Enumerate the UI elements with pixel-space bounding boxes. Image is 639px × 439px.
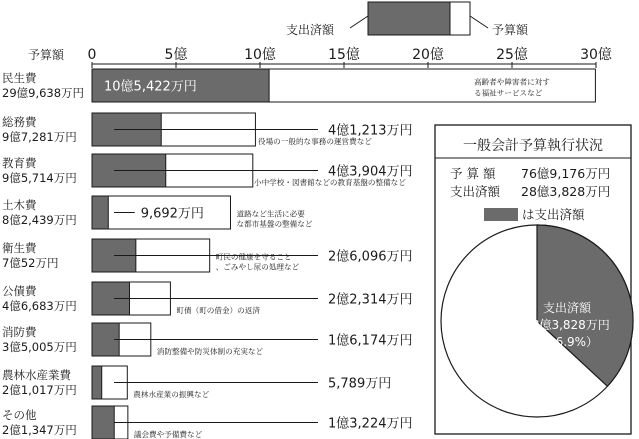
x-tick-label: 30億 [580, 47, 612, 63]
category-label: 土木費 [2, 198, 37, 212]
summary-budget-label: 予 算 額 [450, 166, 496, 181]
spent-value-label: 1億6,174万円 [328, 333, 413, 349]
x-tick-label: 0 [87, 47, 97, 63]
category-label: 農林水産業費 [2, 368, 71, 382]
category-note: 役場の一般的な事務の運営費など [258, 137, 372, 146]
category-label: 衛生費 [2, 241, 37, 255]
spent-value-label: 1億3,224万円 [328, 416, 413, 432]
summary-legend-text: は支出済額 [522, 207, 585, 222]
x-tick-label: 25億 [496, 47, 528, 63]
summary-spent-value: 28億3,828万円 [521, 184, 611, 199]
category-budget-label: 9億5,714万円 [2, 171, 77, 185]
category-note: 小中学校・図書館などの教育基盤の整備など [254, 178, 406, 187]
category-label: 公債費 [2, 284, 37, 298]
spent-value-label: 4億1,213万円 [328, 123, 413, 139]
top-legend [286, 2, 529, 37]
x-tick-label: 10億 [244, 47, 276, 63]
category-label: 総務費 [2, 115, 37, 129]
bar-row-4 [2, 196, 313, 229]
category-note: る福祉サービスなど [474, 88, 543, 98]
spent-bar [92, 196, 108, 229]
bar-row-5 [2, 239, 413, 272]
axis-title: 予算額 [28, 48, 65, 62]
summary-spent-label: 支出済額 [450, 184, 501, 199]
spent-bar [92, 366, 102, 399]
category-budget-label: 2億1,017万円 [2, 383, 77, 397]
top-legend-spent-label: 支出済額 [286, 23, 335, 37]
category-note: 町債（町の借金）の返済 [176, 306, 260, 315]
x-axis-ticks [88, 46, 613, 68]
spent-value-label: 5,789万円 [328, 376, 392, 392]
category-label: 教育費 [2, 156, 37, 170]
category-label: 消防費 [2, 325, 37, 339]
top-legend-budget-label: 予算額 [492, 23, 529, 37]
spent-value-label: 10億5,422万円 [104, 79, 197, 95]
spent-value-label: 2億2,314万円 [328, 292, 413, 308]
category-note: 消防整備や防災体制の充実など [156, 347, 264, 356]
category-note: 議会費や予備費など [133, 430, 203, 439]
category-budget-label: 8億2,439万円 [2, 213, 77, 227]
category-budget-label: 9億7,281万円 [2, 130, 77, 144]
top-legend-spent-swatch [368, 2, 450, 35]
category-budget-label: 4億6,683万円 [2, 299, 77, 313]
summary-title: 一般会計予算執行状況 [463, 138, 603, 154]
category-budget-label: 7億52万円 [2, 256, 59, 270]
bar-row-7 [2, 323, 413, 356]
top-legend-budget-swatch [450, 2, 470, 35]
spent-bar [92, 406, 114, 439]
bar-row-3 [2, 154, 413, 187]
category-note: 町民の健康を守ること [215, 252, 292, 262]
bar-row-1 [2, 69, 595, 102]
x-tick-label: 15億 [328, 47, 360, 63]
bar-row-2 [2, 113, 413, 146]
summary-budget-value: 76億9,176万円 [521, 166, 611, 181]
category-note: 道路など生活に必要 [236, 209, 305, 219]
category-note: な都市基盤の整備など [236, 219, 313, 229]
category-budget-label: 3億5,005万円 [2, 340, 77, 354]
x-tick-label: 5億 [164, 47, 188, 63]
bar-row-8 [2, 366, 391, 399]
top-legend-spent-leader [350, 16, 368, 28]
summary-legend-swatch [484, 208, 518, 221]
category-budget-label: 2億1,347万円 [2, 423, 77, 437]
summary-panel [435, 125, 633, 434]
pie-slice-label: 支出済額 [542, 301, 592, 315]
category-label: 民生費 [2, 71, 37, 85]
x-tick-label: 20億 [412, 47, 444, 63]
category-note: 農林水産業の振興など [133, 390, 210, 399]
top-legend-budget-leader [470, 16, 488, 28]
category-label: その他 [2, 408, 37, 422]
bar-row-9 [2, 406, 413, 439]
pie-slice-percent: （36.9%） [535, 335, 599, 349]
spent-value-label: 9,692万円 [140, 206, 204, 222]
category-note: 高齢者や障害者に対す [474, 77, 550, 87]
spent-value-label: 4億3,904万円 [328, 164, 413, 180]
category-note: 、ごみやし尿の処理など [215, 262, 300, 272]
bar-row-6 [2, 282, 413, 315]
pie-slice-value: 28億3,828万円 [524, 318, 610, 332]
spent-value-label: 2億6,096万円 [328, 249, 413, 265]
category-budget-label: 29億9,638万円 [2, 86, 85, 100]
